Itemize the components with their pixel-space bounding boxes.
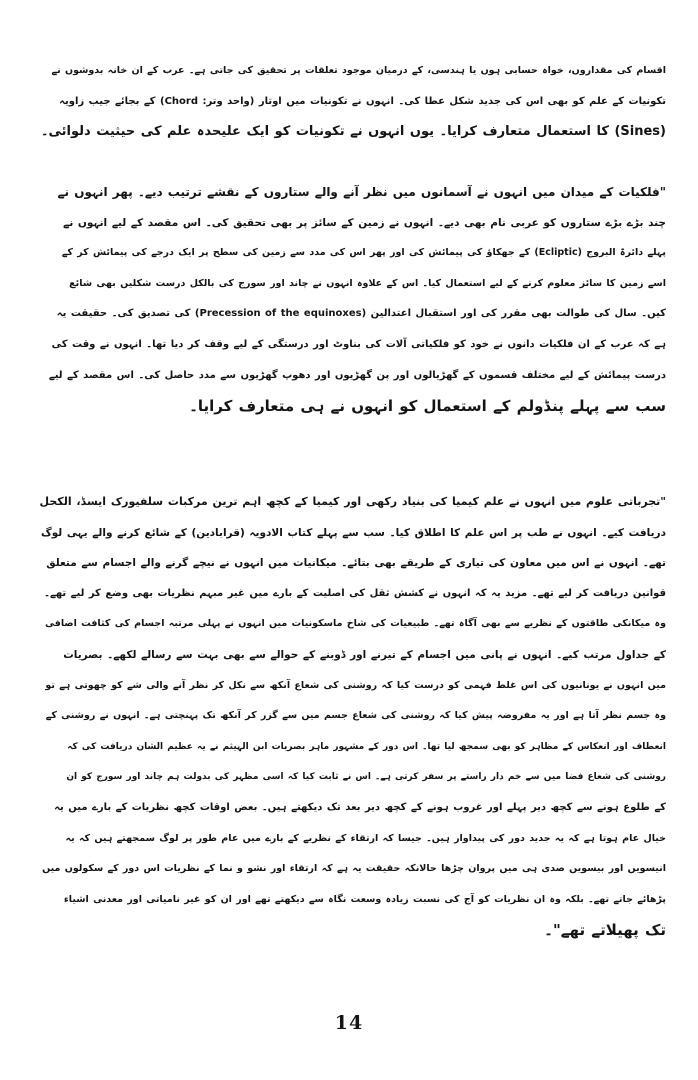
paragraph-experimental-sciences: [40, 487, 666, 1027]
text-line: "فلکیات کے میدان میں انہوں نے آسمانوں میں نظر آنے والے ستاروں کے نقشے ترتیب دیے۔ پھر انہوں نے: [57, 185, 666, 199]
text-line: کے جداول مرتب کیے۔ انہوں نے پانی میں اجسام کے تیرنے اور ڈوبنے کے حوالے سے بھی بہت سے رسالے لکھے۔ بصریات: [63, 648, 666, 661]
text-line: "تجرباتی علوم میں انہوں نے علم کیمیا کی بنیاد رکھی اور کیمیا کے کچھ اہم ترین مرکبات سلفیورک ایسڈ، الکحل: [40, 495, 666, 508]
text-line: تکونیات کے علم کو بھی اس کی جدید شکل عطا کی۔ انہوں نے تکونیات میں اوتار (واحد وتر: Chord) کے بجائے جیب زاویہ: [59, 95, 666, 107]
text-line: پڑھائے جاتے تھے۔ بلکہ وہ ان نظریات کو آج کی نسبت زیادہ وسعت نگاہ سے دیکھتے تھے اور ان کو غیر نامیاتی اور معدنی اشیاء: [63, 893, 666, 905]
text-line: اقسام کی مقداروں، خواہ حسابی ہوں یا ہندسی، کے درمیان موجود تعلقات پر تحقیق کی جاتی ہے۔ عرب کے ان خانہ بدوشوں نے: [51, 65, 666, 76]
text-line: روشنی کی شعاع فضا میں سے خم دار راستے پر سفر کرتی ہے۔ اس نے ثابت کیا کہ اسی مظہر کی بدولت ہم چاند اور سورج کو ان: [66, 772, 666, 783]
text-line: اسے زمین کا سائز معلوم کرنے کے لیے استعمال کیا۔ اس کے علاوہ انہوں نے چاند اور سورج کی بالکل درست شکلیں بھی شائع: [69, 277, 666, 289]
text-line: کے طلوع ہونے سے کچھ دیر پہلے اور غروب ہونے کے کچھ دیر بعد تک دیکھتے ہیں۔ بعض اوقات کچھ نظریات کے بارے میں یہ: [54, 801, 666, 813]
text-line: انیسویں اور بیسویں صدی ہی میں پروان چڑھا حالانکہ حقیقت یہ ہے کہ ارتقاء اور نشو و نما کے نظریات اس دور کے سکولوں میں: [42, 863, 666, 875]
text-line: سب سے پہلے پنڈولم کے استعمال کو انہوں نے ہی متعارف کرایا۔: [189, 397, 666, 416]
text-line: کیں۔ سال کی طوالت بھی مقرر کی اور استقبال اعتدالین (Precession of the equinoxes) کی تصدیق کی۔ حقیقت یہ: [56, 308, 666, 320]
text-line: خیال عام ہوتا ہے کہ یہ جدید دور کی پیداوار ہیں۔ جیسا کہ ارتقاء کے نظریے کے بارے میں عام طور پر لوگ سمجھتے ہیں کہ یہ: [65, 832, 666, 844]
paragraph-trigonometry: [40, 56, 666, 152]
text-line: درست پیمائش کے لیے مختلف قسموں کے گھڑیالوں اور پن گھڑیوں اور دھوپ گھڑیوں سے مدد حاصل کی۔ اس مقصد کے لیے: [48, 369, 666, 381]
text-line: وہ میکانکی طاقتوں کے نظریے سے بھی آگاہ تھے۔ طبیعیات کی شاخ ماسکونیات میں انہوں نے پہلی مرتبہ اجسام کی کثافت اضافی: [45, 618, 666, 630]
text-line: وہ جسم نظر آتا ہے اور یہ مفروضہ پیش کیا کہ روشنی کی شعاع جسم میں سے گزر کر آنکھ تک پہنچتی ہے۔ انہوں نے روشنی کے: [45, 710, 666, 722]
text-line: ہے کہ عرب کے ان فلکیات دانوں نے خود کو فلکیاتی آلات کی بناوٹ اور درستگی کے لیے وقف کر دیا تھا۔ انہوں نے وقت کی: [51, 338, 666, 350]
text-line: (Sines) کا استعمال متعارف کرایا۔ یوں انہوں نے تکونیات کو ایک علیحدہ علم کی حیثیت دلوائی۔: [40, 124, 666, 140]
text-line: انعطاف اور انعکاس کے مظاہر کو بھی سمجھ لیا تھا۔ اس دور کے مشہور ماہر بصریات ابن الہیثم نے یہ عظیم الشان دریافت کی کہ: [67, 741, 666, 752]
text-line: تھے۔ انہوں نے اس میں معاون کی تیاری کے طریقے بھی بتائے۔ میکانیات میں انہوں نے نیچے گرنے والے اجسام سے متعلق: [46, 557, 666, 570]
text-line: چند بڑے بڑے ستاروں کو عربی نام بھی دیے۔ انہوں نے زمین کے سائز پر بھی تحقیق کی۔ اس مقصد کے لیے انہوں نے: [63, 216, 666, 229]
text-line: تک پھیلاتے تھے"۔: [544, 921, 666, 940]
text-line: پہلے دائرۃ البروج (Ecliptic) کے جھکاؤ کی پیمائش کی اور پھر اس کی مدد سے زمین کی سطح پر ایک درجے کی پیمائش کر کے: [61, 247, 666, 259]
text-line: قوانین دریافت کر لیے تھے۔ مزید یہ کہ انہوں نے کشش ثقل کی اصلیت کے بارے میں غیر مبہم نظریات بھی وضع کر لیے تھے۔: [44, 587, 666, 599]
text-line: دریافت کیے۔ انہوں نے طب پر اس علم کا اطلاق کیا۔ سب سے پہلے کتاب الادویہ (قرابادین) کے شائع کرنے والے یہی لوگ: [40, 526, 666, 539]
paragraph-astronomy: [40, 177, 666, 487]
page-number: 14: [334, 1012, 364, 1034]
text-line: میں انہوں نے یونانیوں کی اس غلط فہمی کو درست کیا کہ روشنی کی شعاع آنکھ سے نکل کر نظر آنے والی شے کو چھوتی ہے تو: [45, 679, 666, 691]
